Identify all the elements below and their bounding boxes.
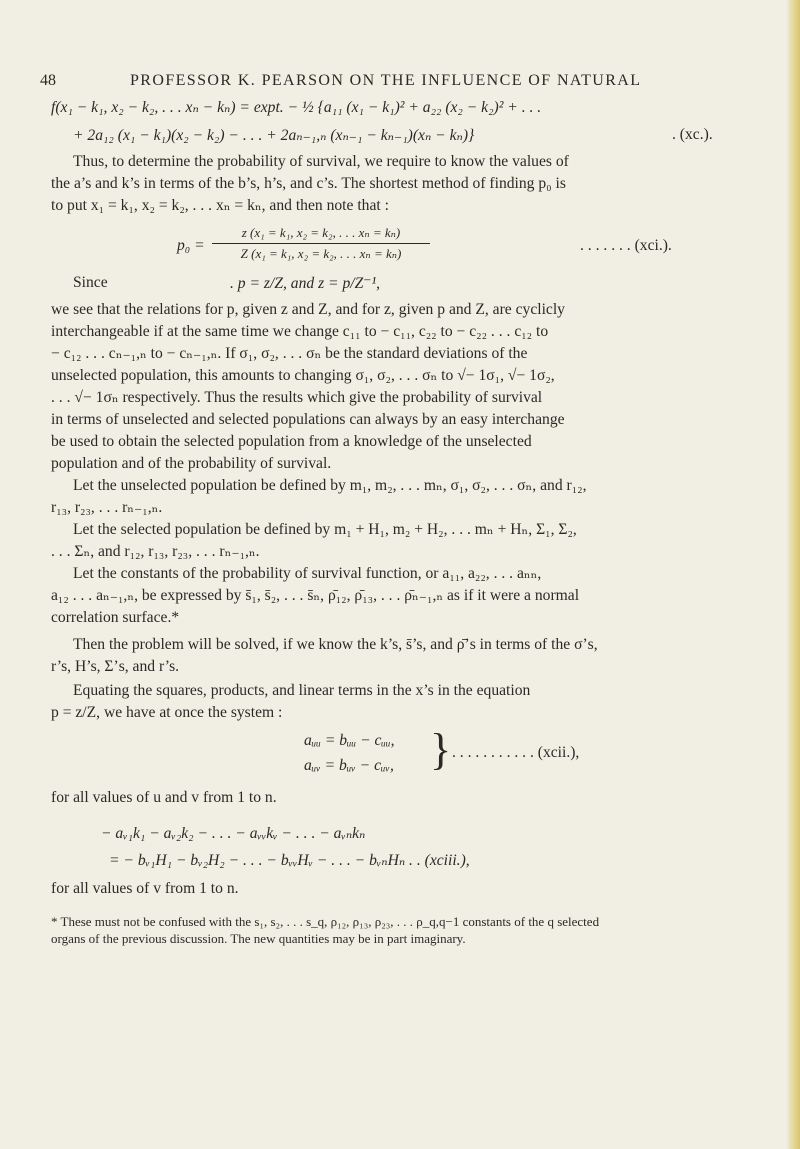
paragraph-5-line: Let the constants of the probability of survival function, or a₁₁, a₂₂, . . . aₙₙ, bbox=[73, 565, 542, 582]
page-number: 48 bbox=[40, 72, 56, 89]
paragraph-2-line: − c₁₂ . . . cₙ₋₁,ₙ to − cₙ₋₁,ₙ. If σ₁, σ₂, . . . σₙ be the standard deviations of the bbox=[51, 345, 528, 362]
paragraph-2-line: unselected population, this amounts to changing σ₁, σ₂, . . . σₙ to √− 1σ₁, √− 1σ₂, bbox=[51, 367, 555, 384]
paragraph-2-line: . . . √− 1σₙ respectively. Thus the results which give the probability of survival bbox=[51, 389, 543, 406]
since-label: Since bbox=[73, 274, 108, 291]
paragraph-3-line: Let the unselected population be defined by m₁, m₂, . . . mₙ, σ₁, σ₂, . . . σₙ, and r₁₂, bbox=[73, 477, 587, 494]
equation-xciii-b: = − bᵥ₁H₁ − bᵥ₂H₂ − . . . − bᵥᵥHᵥ − . . . − bᵥₙHₙ . . (xciii.), bbox=[109, 852, 470, 869]
paragraph-1-line: the a’s and k’s in terms of the b’s, h’s, and c’s. The shortest method of finding p₀ is bbox=[51, 175, 566, 192]
paragraph-2-line: be used to obtain the selected population from a knowledge of the unselected bbox=[51, 433, 532, 450]
running-title: PROFESSOR K. PEARSON ON THE INFLUENCE OF NATURAL bbox=[130, 72, 642, 89]
running-head bbox=[40, 72, 770, 94]
paragraph-7-line: Equating the squares, products, and linear terms in the x’s in the equation bbox=[73, 682, 531, 699]
page-edge bbox=[786, 0, 800, 1149]
paragraph-1-line: Thus, to determine the probability of survival, we require to know the values of bbox=[73, 153, 569, 170]
paragraph-4-line: Let the selected population be defined by m₁ + H₁, m₂ + H₂, . . . mₙ + Hₙ, Σ₁, Σ₂, bbox=[73, 521, 577, 538]
footnote-line: * These must not be confused with the s₁, s₂, . . . s_q, ρ₁₂, ρ₁₃, ρ₂₃, . . . ρ_q,q−1 constants of the q selected bbox=[51, 914, 600, 929]
since-equation: . p = z/Z, and z = p/Z⁻¹, bbox=[230, 275, 381, 292]
right-brace: } bbox=[430, 725, 452, 774]
paragraph-8-line: for all values of u and v from 1 to n. bbox=[51, 789, 277, 806]
paragraph-3-line: r₁₃, r₂₃, . . . rₙ₋₁,ₙ. bbox=[51, 499, 163, 516]
equation-xc-line1: f(x₁ − k₁, x₂ − k₂, . . . xₙ − kₙ) = expt. − ½ {a₁₁ (x₁ − k₁)² + a₂₂ (x₂ − k₂)² + . . . bbox=[51, 99, 542, 116]
paragraph-6-line: Then the problem will be solved, if we know the k’s, s̄’s, and ρ̄’s in terms of the σ’s, bbox=[73, 636, 598, 653]
equation-xci-numerator: z (x₁ = k₁, x₂ = k₂, . . . xₙ = kₙ) bbox=[241, 225, 401, 240]
equation-xciii-a: − aᵥ₁k₁ − aᵥ₂k₂ − . . . − aᵥᵥkᵥ − . . . − aᵥₙkₙ bbox=[101, 825, 366, 842]
fraction-bar bbox=[212, 243, 430, 244]
equation-xcii-a: aᵤᵤ = bᵤᵤ − cᵤᵤ, bbox=[304, 732, 395, 749]
equation-xci-denominator: Z (x₁ = k₁, x₂ = k₂, . . . xₙ = kₙ) bbox=[240, 246, 402, 261]
paragraph-2-line: population and of the probability of survival. bbox=[51, 455, 332, 472]
paragraph-9-line: for all values of v from 1 to n. bbox=[51, 880, 239, 897]
paragraph-4-line: . . . Σₙ, and r₁₂, r₁₃, r₂₃, . . . rₙ₋₁,ₙ. bbox=[51, 543, 260, 560]
paragraph-2-line: we see that the relations for p, given z and Z, and for z, given p and Z, are cyclicly bbox=[51, 301, 565, 318]
equation-xcii-b: aᵤᵥ = bᵤᵥ − cᵤᵥ, bbox=[304, 757, 394, 774]
equation-xc-label: . (xc.). bbox=[672, 126, 713, 143]
paragraph-2-line: in terms of unselected and selected populations can always by an easy interchange bbox=[51, 411, 565, 428]
paragraph-7-line: p = z/Z, we have at once the system : bbox=[51, 704, 283, 721]
footnote-line: organs of the previous discussion. The new quantities may be in part imaginary. bbox=[51, 931, 466, 946]
equation-xci-lhs: p₀ = bbox=[177, 237, 205, 254]
equation-xcii-label: . . . . . . . . . . . (xcii.), bbox=[452, 744, 580, 761]
paragraph-5-line: correlation surface.* bbox=[51, 609, 180, 626]
equation-xc-line2: + 2a₁₂ (x₁ − k₁)(x₂ − k₂) − . . . + 2aₙ₋₁,ₙ (xₙ₋₁ − kₙ₋₁)(xₙ − kₙ)} bbox=[73, 127, 475, 144]
paragraph-2-line: interchangeable if at the same time we change c₁₁ to − c₁₁, c₂₂ to − c₂₂ . . . c₁₂ to bbox=[51, 323, 549, 340]
paragraph-1-line: to put x₁ = k₁, x₂ = k₂, . . . xₙ = kₙ, and then note that : bbox=[51, 197, 389, 214]
equation-xci-label: . . . . . . . (xci.). bbox=[580, 237, 672, 254]
paragraph-6-line: r’s, H’s, Σ’s, and r’s. bbox=[51, 658, 180, 675]
paragraph-5-line: a₁₂ . . . aₙ₋₁,ₙ, be expressed by s̄₁, s̄₂, . . . s̄ₙ, ρ̄₁₂, ρ̄₁₃, . . . ρ̄ₙ₋₁,ₙ as if it were a normal bbox=[51, 587, 580, 604]
